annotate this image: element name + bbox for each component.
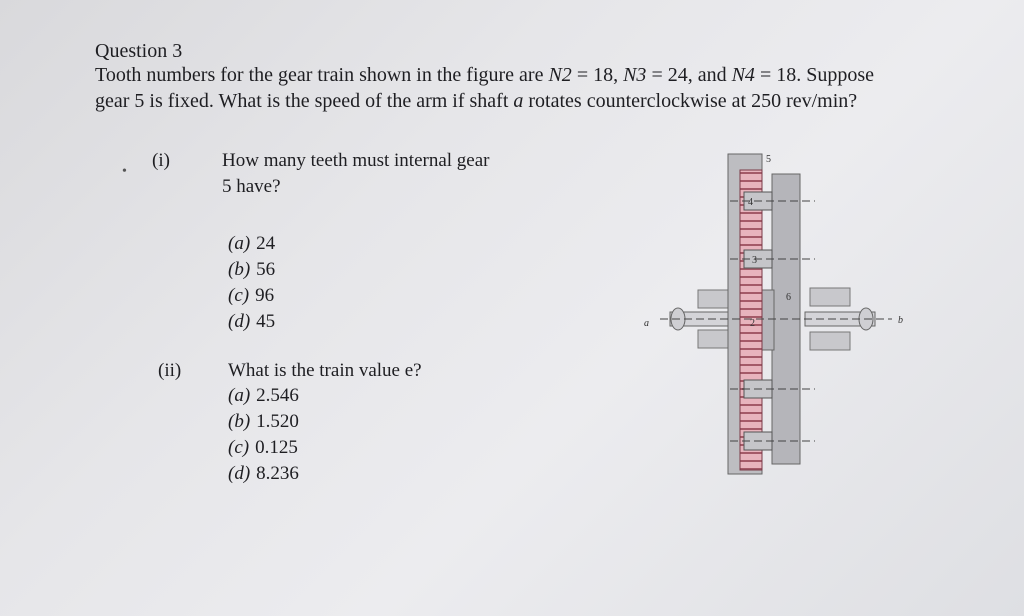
bullet-dot: • <box>122 164 127 179</box>
option-value: 96 <box>255 285 275 306</box>
option-value: 0.125 <box>255 437 298 458</box>
part-2-option-c[interactable] <box>228 435 299 461</box>
option-letter: (d) <box>228 463 251 484</box>
question-line-2-text: gear 5 is fixed. What is the speed of the arm if shaft <box>95 90 514 112</box>
label-shaft-b: b <box>898 315 903 326</box>
bearing-right-top <box>810 288 850 306</box>
part-1-text-2: 5 have? <box>222 176 281 197</box>
part-2-text: What is the train value e? <box>228 360 422 381</box>
part-1-option-c[interactable] <box>228 283 275 309</box>
n4-symbol: N4 <box>731 64 755 86</box>
option-letter: (c) <box>228 437 250 458</box>
question-heading: Question 3 <box>95 40 183 62</box>
n3-symbol: N3 <box>623 64 647 86</box>
option-value: 2.546 <box>256 385 299 406</box>
label-shaft-a: a <box>644 318 649 329</box>
shaft-a-symbol: a <box>513 90 524 112</box>
option-value: 8.236 <box>256 463 299 484</box>
option-letter: (b) <box>228 411 251 432</box>
option-value: 56 <box>256 259 276 280</box>
part-1-option-b[interactable] <box>228 257 275 283</box>
option-letter: (d) <box>228 311 251 332</box>
option-value: 24 <box>256 233 276 254</box>
part-1-option-a[interactable] <box>228 231 275 257</box>
label-gear-5: 5 <box>766 154 771 165</box>
option-value: 1.520 <box>256 411 299 432</box>
label-gear-3: 3 <box>752 255 757 266</box>
n4-value: = 18. Suppose <box>754 64 874 86</box>
label-gear-6: 6 <box>786 292 791 303</box>
option-letter: (a) <box>228 385 251 406</box>
bearing-right-bottom <box>810 332 850 350</box>
part-2-number: (ii) <box>158 360 182 381</box>
question-line-2 <box>95 90 857 113</box>
part-1-options <box>228 231 275 335</box>
question-line-1-text: Tooth numbers for the gear train shown in the figure are <box>95 64 549 86</box>
option-letter: (c) <box>228 285 250 306</box>
option-letter: (b) <box>228 259 251 280</box>
n2-symbol: N2 <box>548 64 572 86</box>
part-1-text-1: How many teeth must internal gear <box>222 150 490 171</box>
option-letter: (a) <box>228 233 251 254</box>
option-value: 45 <box>256 311 276 332</box>
part-2-options <box>228 383 299 487</box>
part-2-option-d[interactable] <box>228 461 299 487</box>
part-2-option-b[interactable] <box>228 409 299 435</box>
question-line-1 <box>95 64 874 87</box>
part-1-option-d[interactable] <box>228 309 275 335</box>
gear-train-figure <box>640 140 920 490</box>
part-2-option-a[interactable] <box>228 383 299 409</box>
n3-value: = 24, and <box>646 64 732 86</box>
label-gear-2: 2 <box>750 318 755 329</box>
part-1-number: (i) <box>152 150 170 171</box>
label-gear-4: 4 <box>748 197 753 208</box>
question-line-2-end: rotates counterclockwise at 250 rev/min? <box>523 90 858 112</box>
n2-value: = 18, <box>571 64 624 86</box>
